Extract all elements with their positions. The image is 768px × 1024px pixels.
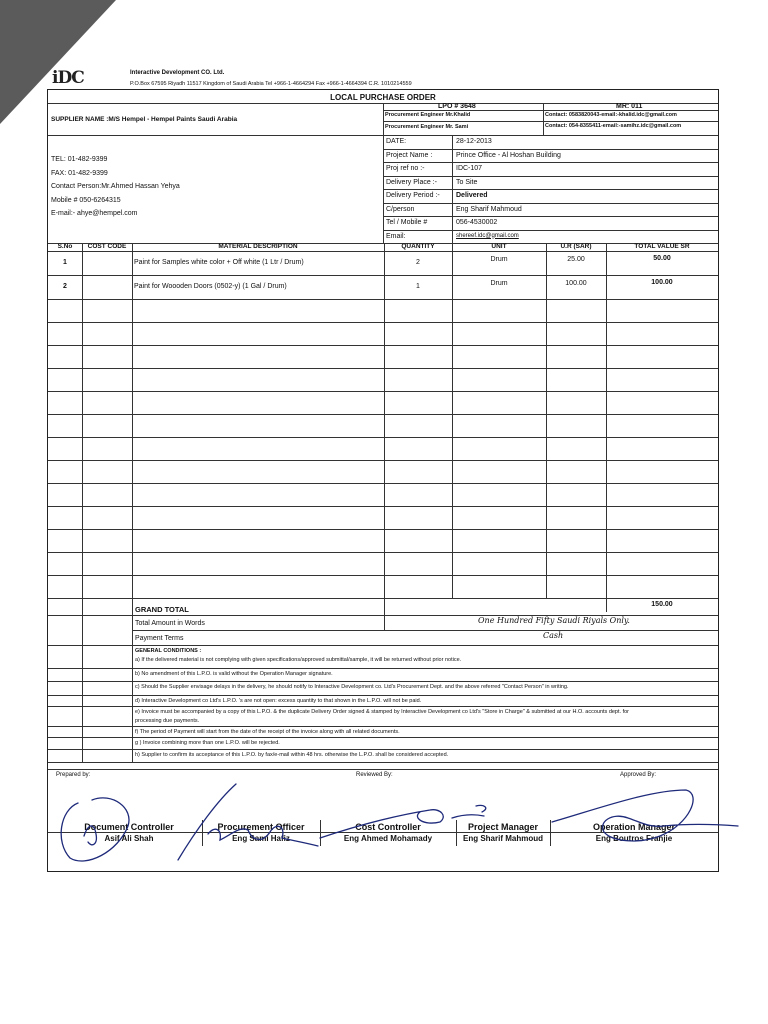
item-unit: Drum xyxy=(490,280,508,287)
header-quantity: QUANTITY xyxy=(401,243,435,250)
signature-procurement-officer xyxy=(178,784,318,860)
prepared-by-label: Prepared by: xyxy=(56,772,91,778)
detail-value: To Site xyxy=(456,178,478,186)
condition-item: e) Invoice must be accompanied by a copy of this L.P.O. & the duplicate Delivery Order signed & stamped by Interactive Development co Ltd's "Store in Charge" & submitted at our H.O. accounts dept. for xyxy=(135,709,629,715)
procurement-engineer-1: Procurement Engineer Mr.Khalid xyxy=(385,112,471,118)
detail-label: Email: xyxy=(386,232,406,240)
signature-operation-manager xyxy=(552,790,738,841)
signature-cost-controller xyxy=(320,805,486,838)
header-unit: UNIT xyxy=(491,243,507,250)
signature-role: Project Manager xyxy=(467,822,539,832)
signature-role: Cost Controller xyxy=(355,822,421,832)
signature-role: Procurement Officer xyxy=(217,822,305,832)
detail-value: IDC-107 xyxy=(456,165,483,172)
item-description: Paint for Woooden Doors (0502-y) (1 Gal / Drum) xyxy=(134,283,287,290)
condition-item: a) If the delivered material is not complying with given specifications/approved submittal/sample, it will be returned without prior notice. xyxy=(135,657,462,663)
item-total: 50.00 xyxy=(653,255,671,262)
item-total: 100.00 xyxy=(651,279,673,286)
item-quantity: 2 xyxy=(416,259,420,266)
supplier-fax: FAX: 01-482-9399 xyxy=(51,170,108,177)
signature-name: Eng Sami Hafiz xyxy=(232,834,290,843)
company-name: Interactive Development CO. Ltd. xyxy=(130,70,225,76)
lpo-number: LPO # 3648 xyxy=(438,103,476,110)
header-rate: U.R (SAR) xyxy=(560,243,592,250)
signature-role: Operation Manager xyxy=(592,822,675,832)
detail-label: C/person xyxy=(386,205,415,213)
condition-item: f) The period of Payment will start from the date of the receipt of the invoice along with all related documents. xyxy=(135,729,400,735)
detail-value: 28-12-2013 xyxy=(456,138,492,145)
detail-value: 056-4530002 xyxy=(456,219,498,226)
conditions-heading: GENERAL CONDITIONS : xyxy=(135,648,202,654)
item-unit: Drum xyxy=(490,256,508,263)
supplier-mobile: Mobile # 050-6264315 xyxy=(51,197,121,204)
supplier-contact-person: Contact Person:Mr.Ahmed Hassan Yehya xyxy=(51,183,180,190)
company-logo: iDC xyxy=(52,68,84,88)
item-rate: 25.00 xyxy=(567,256,585,263)
payment-terms-value: Cash xyxy=(543,631,564,640)
amount-in-words-label: Total Amount in Words xyxy=(135,620,205,627)
item-sno: 2 xyxy=(63,283,67,290)
item-description: Paint for Samples white color + Off white (1 Ltr / Drum) xyxy=(134,259,304,266)
item-quantity: 1 xyxy=(416,283,420,290)
header-total: TOTAL VALUE SR xyxy=(634,243,690,250)
supplier-tel: TEL: 01-482-9399 xyxy=(51,156,108,163)
signature-role: Document Controller xyxy=(84,822,174,832)
header-description: MATERIAL DESCRIPTION xyxy=(218,243,298,250)
detail-label: Delivery Place :- xyxy=(386,178,437,186)
form-title: LOCAL PURCHASE ORDER xyxy=(330,93,436,102)
condition-item: g ) Invoice combining more than one L.P.O. will be rejected. xyxy=(135,740,280,746)
item-sno: 1 xyxy=(63,259,67,266)
detail-label: DATE: xyxy=(386,138,407,145)
detail-value: Delivered xyxy=(456,192,488,199)
payment-terms-label: Payment Terms xyxy=(135,635,184,642)
supplier-name: SUPPLIER NAME :M/S Hempel - Hempel Paints Saudi Arabia xyxy=(51,116,238,123)
company-address: P.O.Box 67595 Riyadh 11517 Kingdom of Saudi Arabia Tel +966-1-4664294 Fax +966-1-4664394 C.R. 1010214559 xyxy=(130,81,412,87)
contact-line-2: Contact: 054-8355411-email:-samihz.idc@gmail.com xyxy=(545,123,682,129)
detail-label: Delivery Period :- xyxy=(386,192,440,199)
detail-label: Tel / Mobile # xyxy=(386,219,428,226)
signature-name: Eng Boutros Franjie xyxy=(595,834,673,843)
condition-item: b) No amendment of this L.P.O. is valid without the Operation Manager signature. xyxy=(135,671,333,677)
signature-name: Eng Sharif Mahmoud xyxy=(463,834,543,843)
procurement-engineer-2: Procurement Engineer Mr. Sami xyxy=(385,124,469,130)
reviewed-by-label: Reviewed By: xyxy=(356,772,393,778)
header-sno: S.No xyxy=(57,243,73,250)
detail-label: Project Name : xyxy=(386,151,433,159)
condition-item: d) Interactive Development co Ltd's L.P.O. 's are not open: excess quantity to that shown in the L.P.O. will not be paid. xyxy=(135,698,422,704)
contact-line-1: Contact: 0583820043-email:-khalid.idc@gmail.com xyxy=(545,112,677,118)
detail-label: Proj ref no :- xyxy=(386,165,425,172)
supplier-email: E-mail:- ahye@hempel.com xyxy=(51,210,138,217)
signature-name: Asif Ali Shah xyxy=(104,834,154,843)
condition-item: processing due payments. xyxy=(135,718,200,724)
header-cost-code: COST CODE xyxy=(87,243,127,250)
approved-by-label: Approved By: xyxy=(620,772,657,778)
item-rate: 100.00 xyxy=(565,280,587,287)
grand-total-label: GRAND TOTAL xyxy=(135,605,189,614)
signature-name: Eng Ahmed Mohamady xyxy=(343,834,433,843)
mr-number: MR: 011 xyxy=(616,103,643,110)
detail-value: shereef.idc@gmail.com xyxy=(456,232,519,239)
detail-value: Prince Office - Al Hoshan Building xyxy=(456,151,561,159)
condition-item: c) Should the Supplier envisage delays in the delivery, he should notify to Interactive Development co. Ltd's Procurement Dept. and the above referred "Contact Person" in writing. xyxy=(135,684,569,690)
detail-value: Eng Sharif Mahmoud xyxy=(456,205,522,213)
signature-document-controller xyxy=(61,798,129,861)
grand-total-value: 150.00 xyxy=(651,601,673,608)
condition-item: h) Supplier to confirm its acceptance of this L.P.O. by fax/e-mail within 48 hrs. otherwise the L.P.O. shall be considered accepted. xyxy=(135,752,449,758)
amount-in-words-value: One Hundred Fifty Saudi Riyals Only. xyxy=(478,616,630,625)
